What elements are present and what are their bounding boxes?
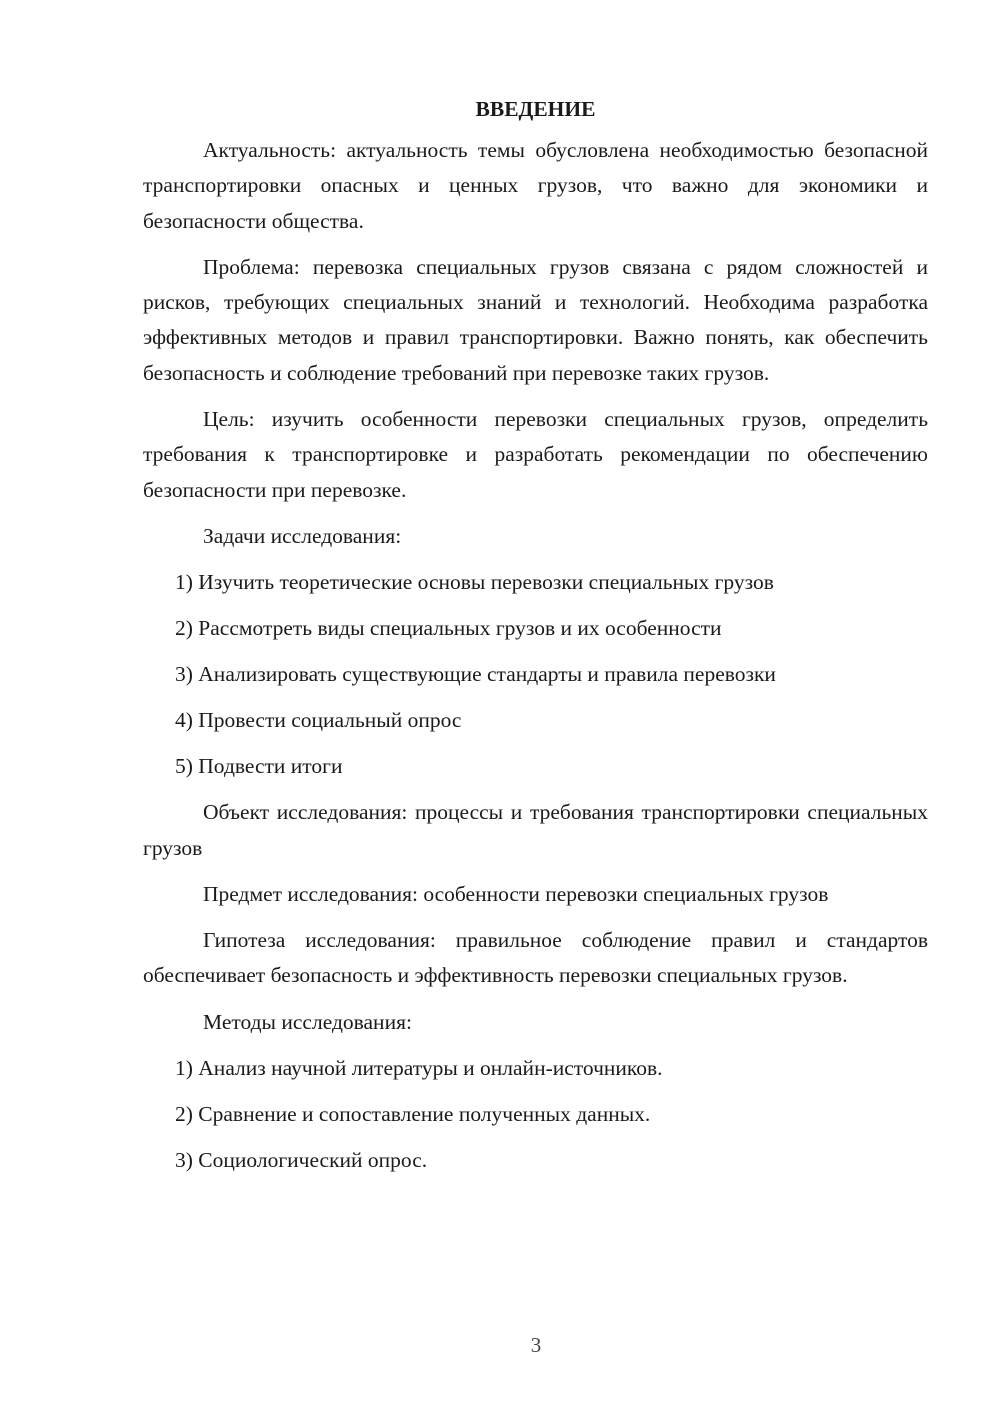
list-item: 4) Провести социальный опрос (175, 708, 462, 733)
relevance-paragraph: Актуальность: актуальность темы обусловлена необходимостью безопасной транспортировки опасных и ценных грузов, что важно для экономики и безопасности общества. (143, 138, 928, 233)
goal-paragraph: Цель: изучить особенности перевозки специальных грузов, определить требования к транспортировке и разработать рекомендации по обеспечению безопасности при перевозке. (143, 407, 928, 502)
list-item: 3) Социологический опрос. (175, 1148, 428, 1173)
object-paragraph: Объект исследования: процессы и требования транспортировки специальных грузов (143, 800, 928, 860)
list-item: 5) Подвести итоги (175, 754, 343, 779)
list-item: 2) Рассмотреть виды специальных грузов и их особенности (175, 616, 722, 641)
methods-list (143, 1051, 928, 1178)
hypothesis-paragraph: Гипотеза исследования: правильное соблюдение правил и стандартов обеспечивает безопасность и эффективность перевозки специальных грузов. (143, 928, 928, 988)
problem-paragraph: Проблема: перевозка специальных грузов связана с рядом сложностей и рисков, требующих специальных знаний и технологий. Необходима разработка эффективных методов и правил транспортировки. Важно понять, как обеспечить безопасность и соблюдение требований при перевозке таких грузов. (143, 254, 928, 385)
tasks-heading: Задачи исследования: (203, 523, 402, 548)
methods-heading: Методы исследования: (203, 1009, 412, 1034)
subject-paragraph: Предмет исследования: особенности перевозки специальных грузов (203, 881, 829, 906)
list-item: 1) Изучить теоретические основы перевозки специальных грузов (175, 570, 774, 595)
page-number: 3 (530, 1333, 542, 1357)
tasks-list (143, 565, 928, 784)
list-item: 3) Анализировать существующие стандарты и правила перевозки (175, 662, 776, 687)
list-item: 1) Анализ научной литературы и онлайн-источников. (175, 1056, 663, 1081)
document-body (143, 92, 928, 1189)
section-title: ВВЕДЕНИЕ (475, 97, 596, 121)
list-item: 2) Сравнение и сопоставление полученных данных. (175, 1102, 651, 1127)
